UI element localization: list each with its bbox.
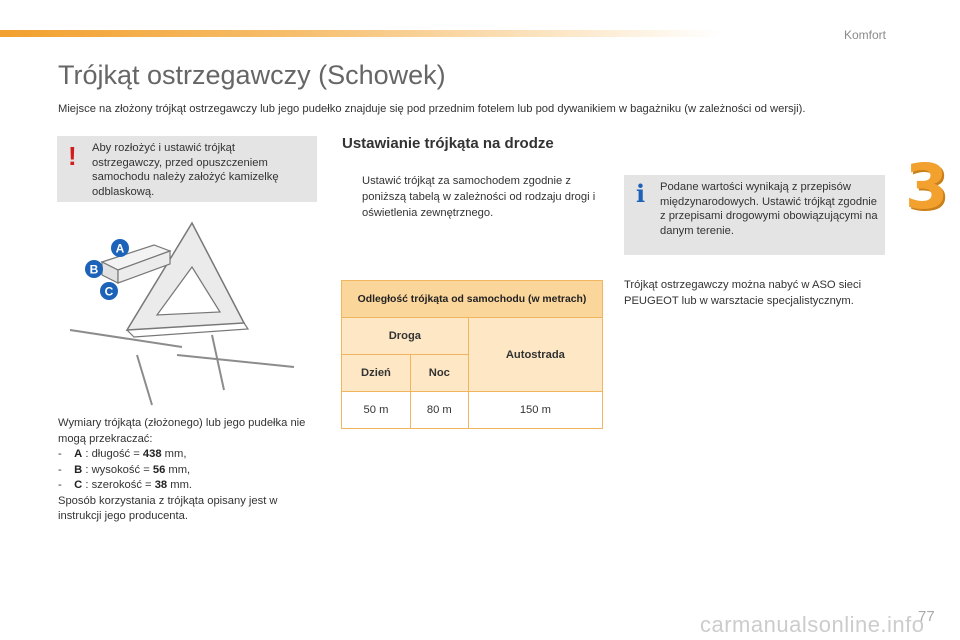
road-heading: Ustawianie trójkąta na drodze [342, 135, 554, 152]
chapter-number: 3 [905, 150, 949, 223]
dimensions-block [58, 416, 320, 525]
exclamation-icon: ! [68, 141, 77, 171]
distance-table [341, 280, 603, 429]
top-accent-bar [0, 30, 720, 37]
stand-leg-front [137, 355, 152, 405]
stand-leg-back [212, 335, 224, 390]
warning-box [57, 136, 317, 202]
info-icon: i [636, 179, 646, 208]
triangle-illustration [62, 215, 317, 410]
table-header-road: Droga [342, 318, 469, 355]
label-a: A [115, 241, 125, 256]
label-b: B [89, 262, 99, 277]
road-bullet [342, 173, 602, 221]
table-cell-night: 80 m [410, 392, 468, 429]
table-caption: Odległość trójkąta od samochodu (w metrach) [342, 281, 603, 318]
stand-leg-left [70, 330, 182, 347]
dimensions-outro: Sposób korzystania z trójkąta opisany jest w instrukcji jego producenta. [58, 494, 278, 522]
label-c: C [104, 284, 114, 299]
stand-leg-right [177, 355, 294, 367]
dimension-row-c: - C : szerokość = 38 mm. [58, 479, 193, 491]
dimensions-intro: Wymiary trójkąta (złożonego) lub jego pudełka nie mogą przekraczać: [58, 417, 306, 445]
dimension-row-b: - B : wysokość = 56 mm, [58, 463, 191, 476]
table-header-day: Dzień [342, 355, 411, 392]
page-title: Trójkąt ostrzegawczy (Schowek) [58, 60, 446, 90]
dimension-row-a: - A : długość = 438 mm, [58, 448, 187, 460]
table-header-motorway: Autostrada [468, 318, 602, 392]
intro-text: Miejsce na złożony trójkąt ostrzegawczy lub jego pudełko znajduje się pod przednim fotelem lub pod dywanikiem w bagażniku (w zależności od wersji). [58, 103, 806, 115]
table-header-night: Noc [410, 355, 468, 392]
page-number: 77 [918, 608, 935, 625]
table-cell-day: 50 m [342, 392, 411, 429]
info-text: Podane wartości wynikają z przepisów międzynarodowych. Ustawić trójkąt zgodnie z przepisami drogowymi obowiązującymi na danym terenie. [660, 181, 878, 237]
warning-text: Aby rozłożyć i ustawić trójkąt ostrzegawczy, przed opuszczeniem samochodu należy założyć kamizelkę odblaskową. [92, 142, 279, 198]
section-label: Komfort [843, 28, 886, 42]
table-cell-motorway: 150 m [468, 392, 602, 429]
purchase-note: Trójkąt ostrzegawczy można nabyć w ASO sieci PEUGEOT lub w warsztacie specjalistycznym. [624, 279, 862, 307]
road-bullet-text: Ustawić trójkąt za samochodem zgodnie z poniższą tabelą w zależności od rodzaju drogi i oświetlenia zewnętrznego. [362, 175, 596, 219]
watermark: carmanualsonline.info [700, 612, 925, 637]
info-box [624, 175, 885, 255]
